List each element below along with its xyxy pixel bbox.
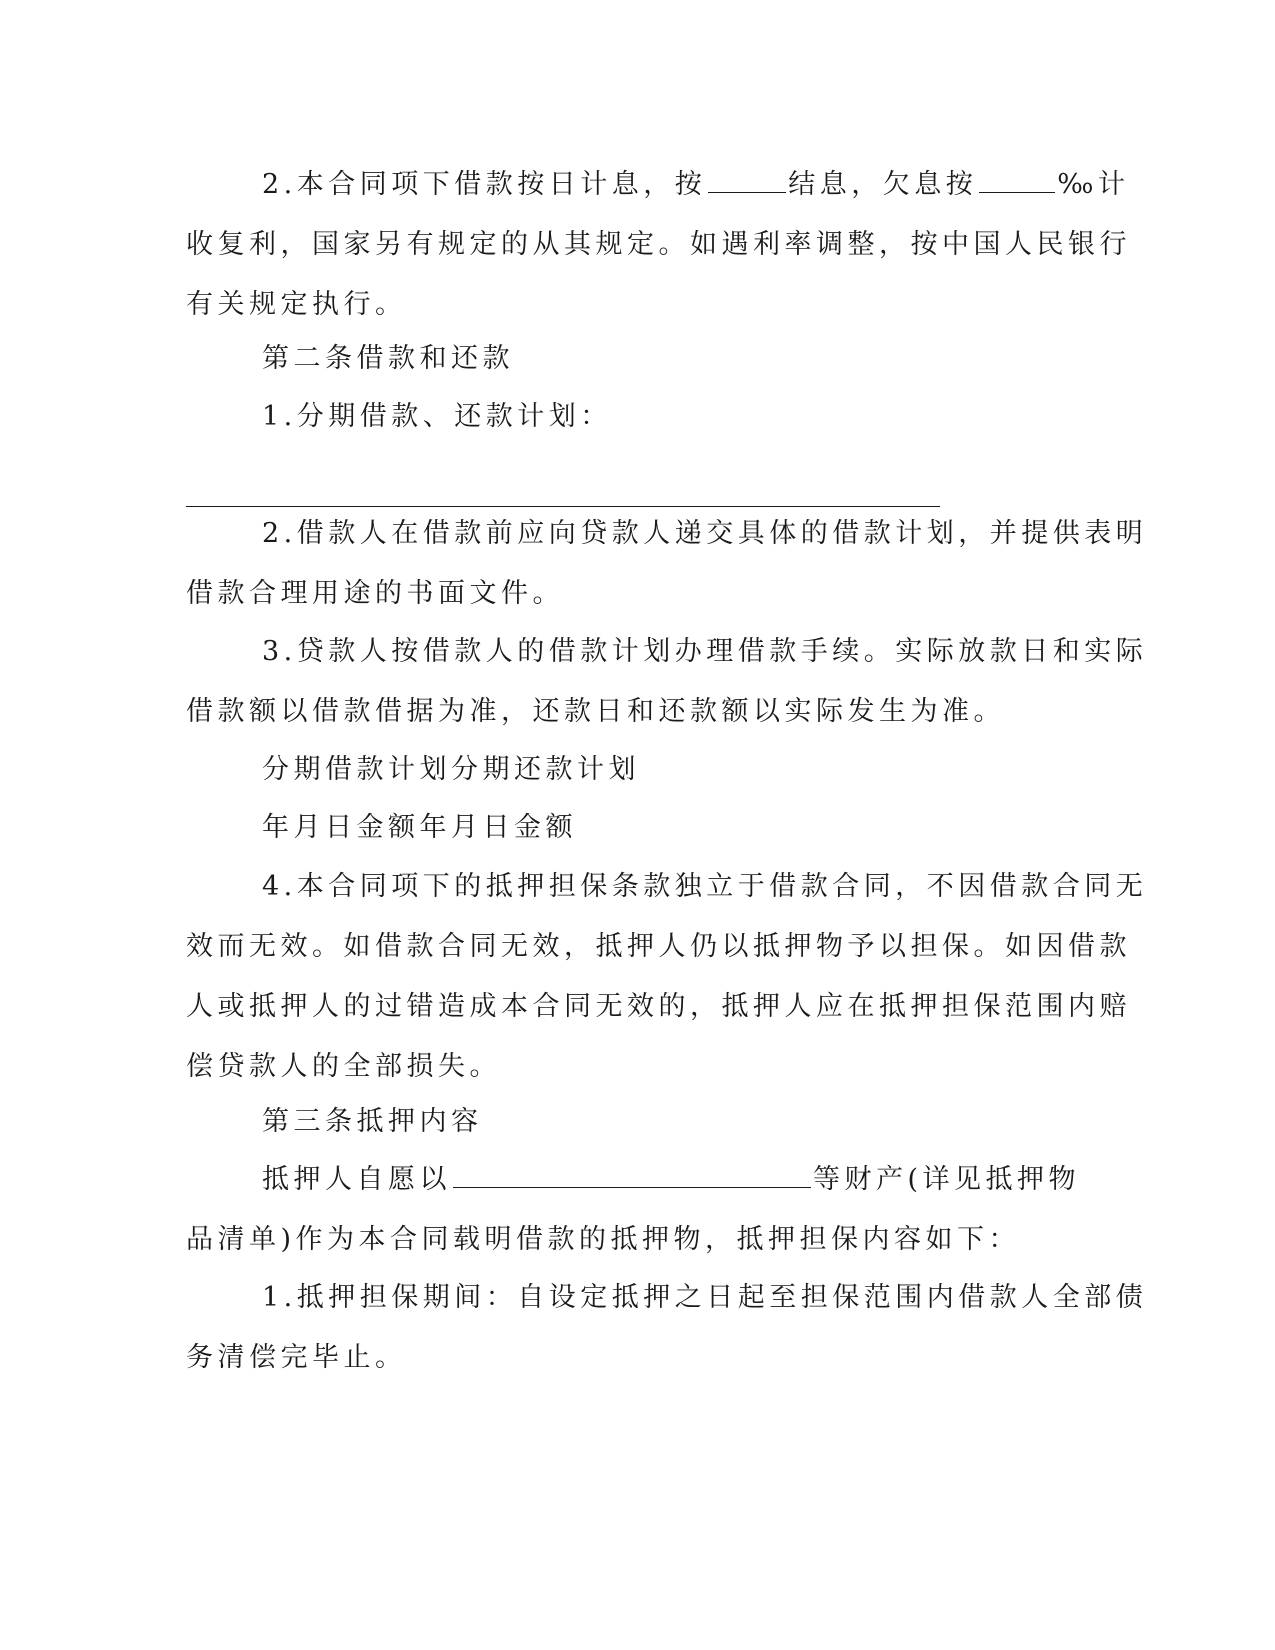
blank-rate-field [979,158,1055,193]
paragraph-line: 借款合理用途的书面文件。 [186,578,564,609]
paragraph-line: 3.贷款人按借款人的借款计划办理借款手续。实际放款日和实际 [262,636,1148,667]
paragraph-line: 借款额以借款借据为准，还款日和还款额以实际发生为准。 [186,696,1005,727]
clause-loan-procedure-paragraph [186,622,1148,742]
clause-collateral-paragraph [186,1150,1081,1270]
paragraph-line: 有关规定执行。 [186,289,407,320]
blank-property-field [453,1153,811,1188]
section-heading-article-3: 第三条抵押内容 [262,1106,483,1137]
paragraph-line: 4.本合同项下的抵押担保条款独立于借款合同，不因借款合同无 [262,871,1148,902]
text-segment: 结息，欠息按 [788,169,978,200]
text-segment: ‰计 [1057,169,1130,200]
clause-installment-plan: 1.分期借款、还款计划： [262,401,612,432]
schedule-columns-line: 年月日金额年月日金额 [262,812,577,843]
paragraph-line: 偿贷款人的全部损失。 [186,1051,501,1082]
schedule-header-line: 分期借款计划分期还款计划 [262,754,640,785]
blank-settlement-field [708,158,786,193]
paragraph-line: 人或抵押人的过错造成本合同无效的，抵押人应在抵押担保范围内赔 [186,991,1131,1022]
paragraph-line: 效而无效。如借款合同无效，抵押人仍以抵押物予以担保。如因借款 [186,931,1131,962]
clause-guarantee-period-paragraph [186,1268,1148,1388]
paragraph-line: 2.借款人在借款前应向贷款人递交具体的借款计划，并提供表明 [262,518,1148,549]
paragraph-line: 收复利，国家另有规定的从其规定。如遇利率调整，按中国人民银行 [186,229,1131,260]
clause-independence-paragraph [186,857,1148,1097]
paragraph-line [186,155,1130,215]
text-segment: 等财产(详见抵押物 [813,1164,1081,1195]
paragraph-line: 务清偿完毕止。 [186,1342,407,1373]
section-heading-article-2: 第二条借款和还款 [262,343,514,374]
paragraph-line [186,1150,1081,1210]
clause-interest-paragraph [186,155,1131,335]
text-segment: 2.本合同项下借款按日计息，按 [262,169,707,200]
paragraph-line: 品清单)作为本合同载明借款的抵押物，抵押担保内容如下： [186,1224,1021,1255]
paragraph-line: 1.抵押担保期间：自设定抵押之日起至担保范围内借款人全部债 [262,1282,1148,1313]
clause-borrowing-plan-paragraph [186,504,1148,624]
text-segment: 抵押人自愿以 [262,1164,451,1195]
